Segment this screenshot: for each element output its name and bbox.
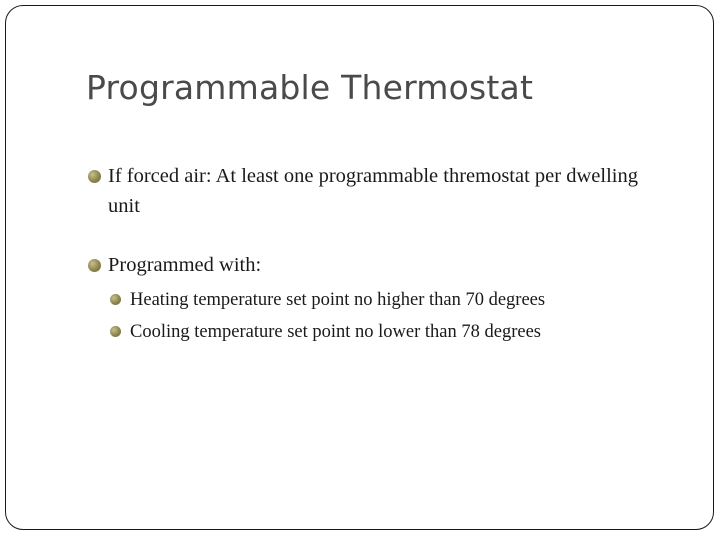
bullet-item-forced-air — [88, 161, 648, 221]
bullet-dot-icon — [88, 170, 101, 183]
slide — [5, 5, 714, 530]
sub-bullet-list — [108, 284, 648, 348]
bullet-text: If forced air: At least one programmable thremostat per dwelling unit — [108, 165, 638, 217]
sub-bullet-item-cooling — [108, 316, 648, 348]
bullet-list — [88, 161, 648, 348]
slide-title: Programmable Thermostat — [86, 68, 534, 107]
sub-bullet-text: Cooling temperature set point no lower than 78 degrees — [130, 322, 542, 342]
bullet-dot-icon — [110, 294, 121, 305]
sub-bullet-item-heating — [108, 284, 648, 316]
bullet-text: Programmed with: — [108, 254, 262, 276]
bullet-dot-icon — [88, 259, 101, 272]
bullet-item-programmed-with — [88, 250, 648, 348]
sub-bullet-text: Heating temperature set point no higher than 70 degrees — [130, 290, 546, 310]
bullet-dot-icon — [110, 326, 121, 337]
